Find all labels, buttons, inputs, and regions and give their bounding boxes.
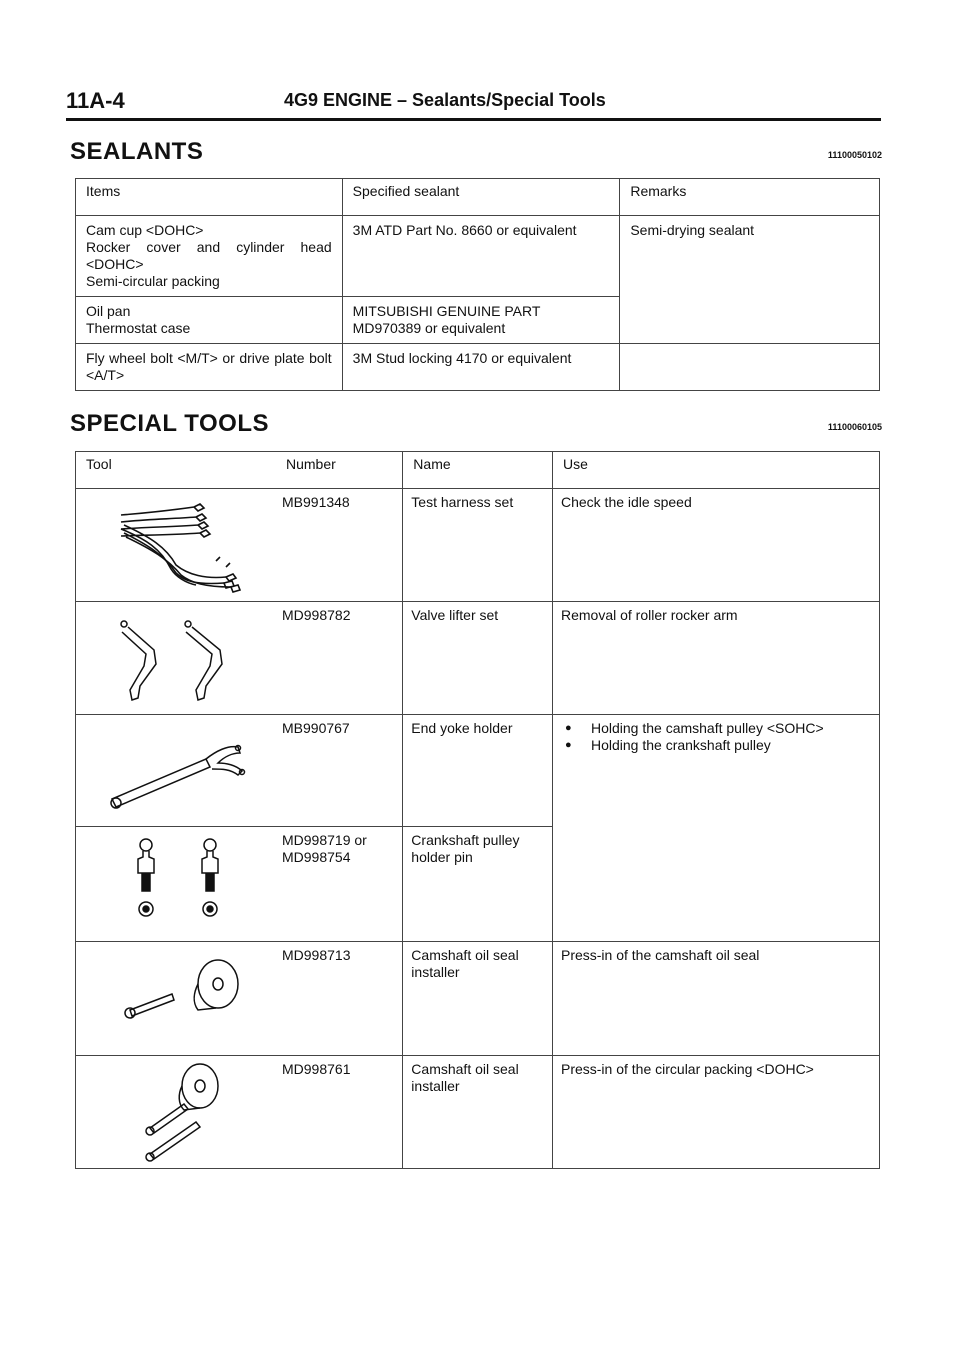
holder-pin-icon — [76, 827, 276, 941]
tool-use — [552, 715, 879, 942]
item-text: Semi-circular packing — [86, 273, 220, 289]
tool-number: MD998713 — [276, 942, 403, 1056]
item-text: Oil pan — [86, 303, 131, 319]
item-text: Rocker cover and cylinder head <DOHC> — [86, 239, 332, 272]
tool-use: Removal of roller rocker arm — [552, 602, 879, 715]
valve-lifter-icon — [76, 602, 276, 714]
tool-name: Camshaft oil seal installer — [403, 942, 553, 1056]
column-header: Name — [403, 452, 553, 489]
remarks-cell — [620, 344, 880, 391]
item-text: Fly wheel bolt <M/T> or drive plate bolt <A/T> — [86, 350, 332, 383]
column-header: Tool — [76, 452, 277, 489]
special-tools-table — [75, 451, 880, 1169]
tool-image-cell — [76, 602, 277, 715]
table-header-row — [76, 452, 880, 489]
page-number: 11A-4 — [66, 88, 125, 113]
sealants-heading: SEALANTS — [70, 138, 204, 165]
special-tools-code: 11100060105 — [827, 422, 882, 432]
test-harness-icon — [76, 489, 276, 601]
table-row — [76, 715, 880, 827]
remarks-cell — [620, 216, 880, 344]
column-header: Items — [76, 179, 343, 216]
sealant-item-cell — [76, 344, 343, 391]
tool-use: Press-in of the camshaft oil seal — [552, 942, 879, 1056]
sealant-item-cell — [76, 297, 343, 344]
column-header: Use — [552, 452, 879, 489]
special-tools-heading: SPECIAL TOOLS — [70, 410, 269, 437]
tool-name: Test harness set — [403, 489, 553, 602]
sealant-text: 3M ATD Part No. 8660 or equivalent — [352, 222, 577, 238]
column-header: Remarks — [620, 179, 880, 216]
tool-name: Crankshaft pulley holder pin — [403, 827, 553, 942]
page-title: 4G9 ENGINE – Sealants/Special Tools — [284, 90, 606, 110]
sealant-cell — [342, 344, 620, 391]
list-item: ● Holding the crankshaft pulley — [561, 737, 871, 754]
column-header: Number — [276, 452, 403, 489]
oil-seal-installer-icon — [76, 1056, 276, 1168]
table-row — [76, 942, 880, 1056]
tool-name: End yoke holder — [403, 715, 553, 827]
tool-number: MD998719 or MD998754 — [276, 827, 403, 942]
table-header-row — [76, 179, 880, 216]
tool-number: MD998761 — [276, 1056, 403, 1169]
table-row — [76, 1056, 880, 1169]
table-row — [76, 344, 880, 391]
page-header — [66, 88, 880, 116]
tool-use: Check the idle speed — [552, 489, 879, 602]
tool-image-cell — [76, 827, 277, 942]
header-rule — [66, 118, 881, 121]
item-text: Thermostat case — [86, 320, 191, 336]
sealant-text: MITSUBISHI GENUINE PART — [352, 303, 541, 319]
tool-number: MD998782 — [276, 602, 403, 715]
tool-image-cell — [76, 942, 277, 1056]
sealant-cell — [342, 297, 620, 344]
sealant-text: MD970389 or equivalent — [352, 320, 506, 336]
sealant-text: 3M Stud locking 4170 or equivalent — [352, 350, 572, 366]
tool-name: Valve lifter set — [403, 602, 553, 715]
tool-image-cell — [76, 489, 277, 602]
tool-name: Camshaft oil seal installer — [403, 1056, 553, 1169]
table-row — [76, 602, 880, 715]
use-bullet-list — [561, 720, 871, 754]
tool-image-cell — [76, 715, 277, 827]
tool-number: MB990767 — [276, 715, 403, 827]
list-item: ● Holding the camshaft pulley <SOHC> — [561, 720, 871, 737]
oil-seal-installer-icon — [76, 942, 276, 1055]
column-header: Specified sealant — [342, 179, 620, 216]
table-row — [76, 216, 880, 297]
tool-image-cell — [76, 1056, 277, 1169]
table-row — [76, 489, 880, 602]
tool-number: MB991348 — [276, 489, 403, 602]
sealant-item-cell — [76, 216, 343, 297]
sealant-cell — [342, 216, 620, 297]
tool-use: Press-in of the circular packing <DOHC> — [552, 1056, 879, 1169]
item-text: Cam cup <DOHC> — [86, 222, 204, 238]
sealants-code: 11100050102 — [827, 150, 882, 160]
end-yoke-holder-icon — [76, 715, 276, 826]
remarks-text: Semi-drying sealant — [630, 222, 755, 238]
sealants-table — [75, 178, 880, 391]
